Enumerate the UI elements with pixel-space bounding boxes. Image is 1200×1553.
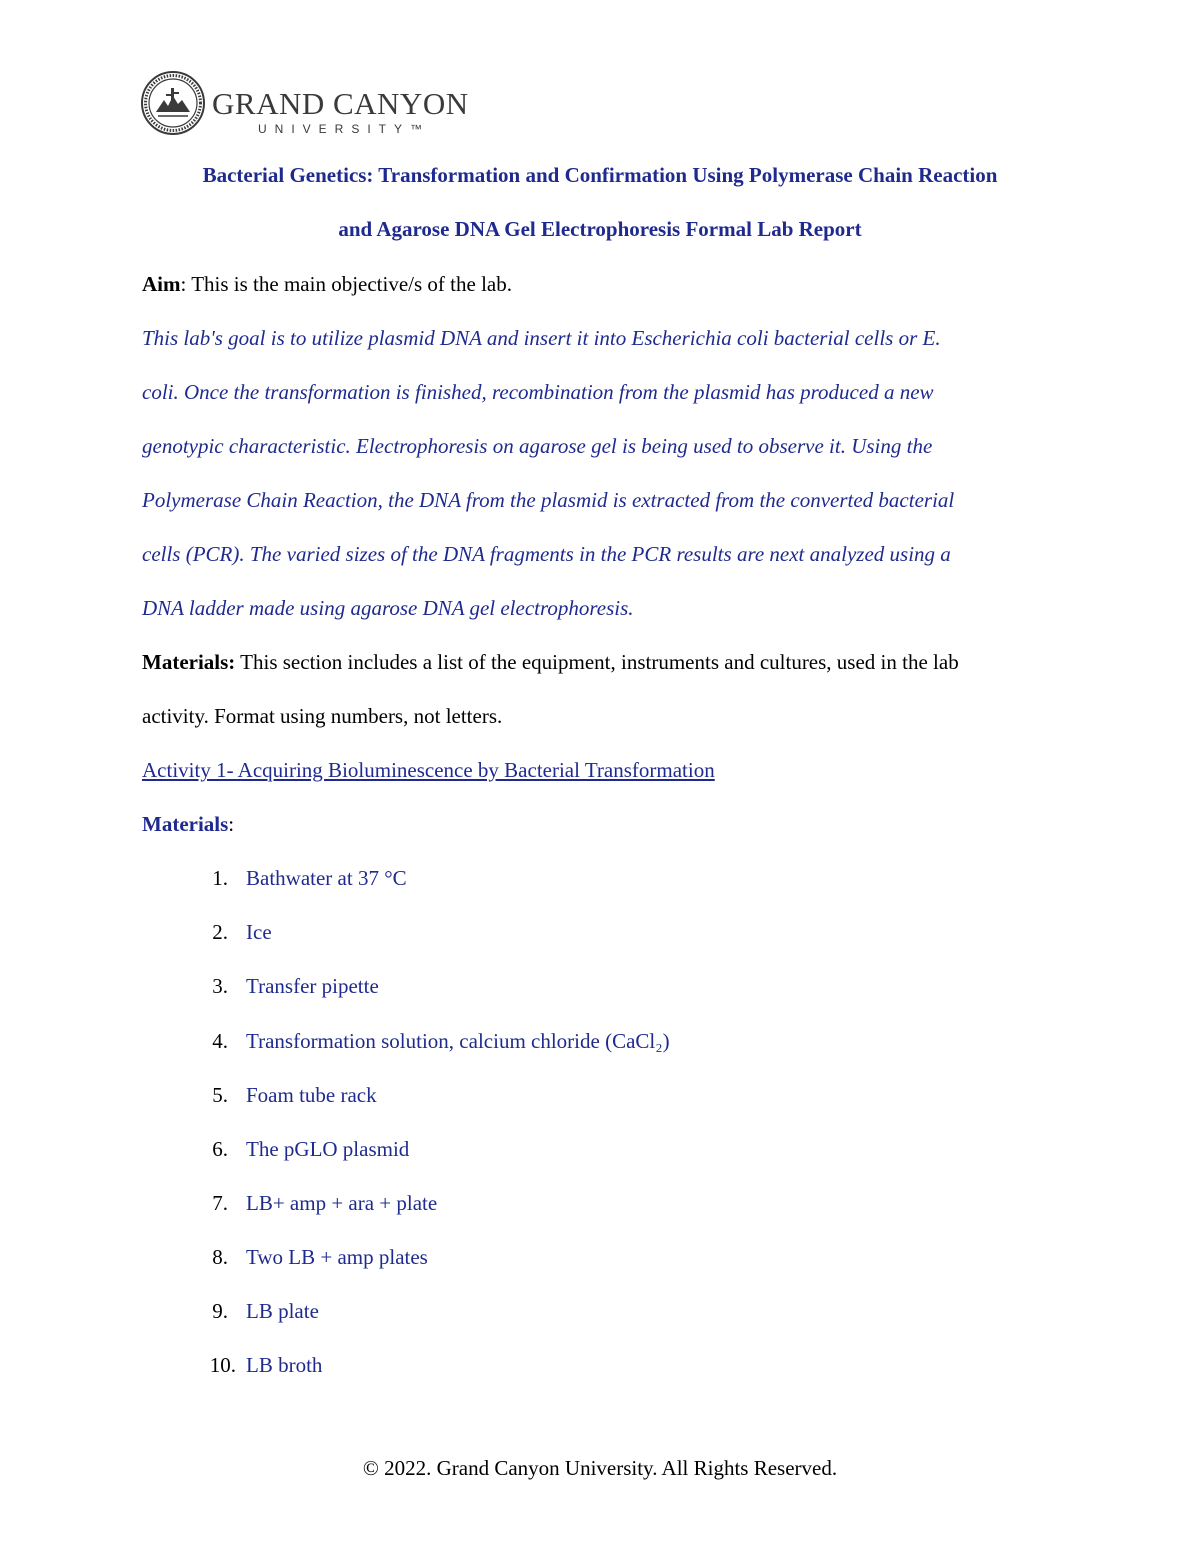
activity-1-materials-heading bbox=[142, 812, 234, 837]
logo-university-subtitle: UNIVERSITY™ bbox=[258, 122, 431, 136]
aim-prompt bbox=[142, 272, 512, 297]
aim-label: Aim bbox=[142, 272, 181, 296]
list-item: Foam tube rack bbox=[246, 1083, 377, 1107]
list-item-number: 7. bbox=[212, 1191, 228, 1215]
list-item: LB plate bbox=[246, 1299, 319, 1323]
aim-answer-line: This lab's goal is to utilize plasmid DNA and insert it into Escherichia coli bacterial cells or E. bbox=[142, 326, 941, 350]
list-item: Transformation solution, calcium chloride (CaCl₂) bbox=[246, 1029, 670, 1053]
list-item: LB+ amp + ara + plate bbox=[246, 1191, 438, 1215]
activity-1-materials-label: Materials bbox=[142, 812, 229, 836]
report-title-line-1: Bacterial Genetics: Transformation and Confirmation Using Polymerase Chain Reaction bbox=[202, 163, 998, 187]
aim-answer-line: cells (PCR). The varied sizes of the DNA fragments in the PCR results are next analyzed using a bbox=[142, 542, 951, 566]
list-item-number: 8. bbox=[212, 1245, 228, 1269]
list-item: Ice bbox=[246, 920, 272, 944]
logo-university-name: GRAND CANYON bbox=[212, 86, 469, 121]
materials-prompt bbox=[142, 650, 959, 675]
university-seal-icon bbox=[140, 70, 206, 136]
activity-1-heading-link[interactable]: Activity 1- Acquiring Bioluminescence by Bacterial Transformation bbox=[142, 758, 715, 782]
materials-prompt-line-2: activity. Format using numbers, not letters. bbox=[142, 704, 503, 728]
list-item-number: 3. bbox=[212, 974, 228, 998]
list-item-number: 10. bbox=[209, 1353, 236, 1377]
list-item: LB broth bbox=[246, 1353, 323, 1377]
list-item-number: 5. bbox=[212, 1083, 228, 1107]
activity-1-materials-colon: : bbox=[228, 812, 235, 836]
list-item-number: 1. bbox=[212, 866, 228, 890]
list-item-number: 9. bbox=[212, 1299, 228, 1323]
list-item: Transfer pipette bbox=[246, 974, 379, 998]
university-logo bbox=[140, 70, 469, 138]
aim-answer-line: genotypic characteristic. Electrophoresis on agarose gel is being used to observe it. Using the bbox=[142, 434, 933, 458]
list-item: The pGLO plasmid bbox=[246, 1137, 410, 1161]
list-item-number: 2. bbox=[212, 920, 228, 944]
materials-prompt-text: This section includes a list of the equipment, instruments and cultures, used in the lab bbox=[235, 650, 959, 674]
list-item: Bathwater at 37 °C bbox=[246, 866, 407, 890]
aim-answer-line: DNA ladder made using agarose DNA gel electrophoresis. bbox=[142, 596, 634, 620]
list-item-number: 4. bbox=[212, 1029, 228, 1053]
aim-answer-line: Polymerase Chain Reaction, the DNA from the plasmid is extracted from the converted bacterial bbox=[142, 488, 955, 512]
copyright-footer: © 2022. Grand Canyon University. All Rights Reserved. bbox=[362, 1456, 838, 1480]
aim-prompt-text: : This is the main objective/s of the lab. bbox=[180, 272, 512, 296]
list-item-number: 6. bbox=[212, 1137, 228, 1161]
aim-answer-line: coli. Once the transformation is finished, recombination from the plasmid has produced a new bbox=[142, 380, 934, 404]
materials-label: Materials: bbox=[142, 650, 236, 674]
report-title-line-2: and Agarose DNA Gel Electrophoresis Formal Lab Report bbox=[338, 217, 862, 241]
list-item: Two LB + amp plates bbox=[246, 1245, 428, 1269]
